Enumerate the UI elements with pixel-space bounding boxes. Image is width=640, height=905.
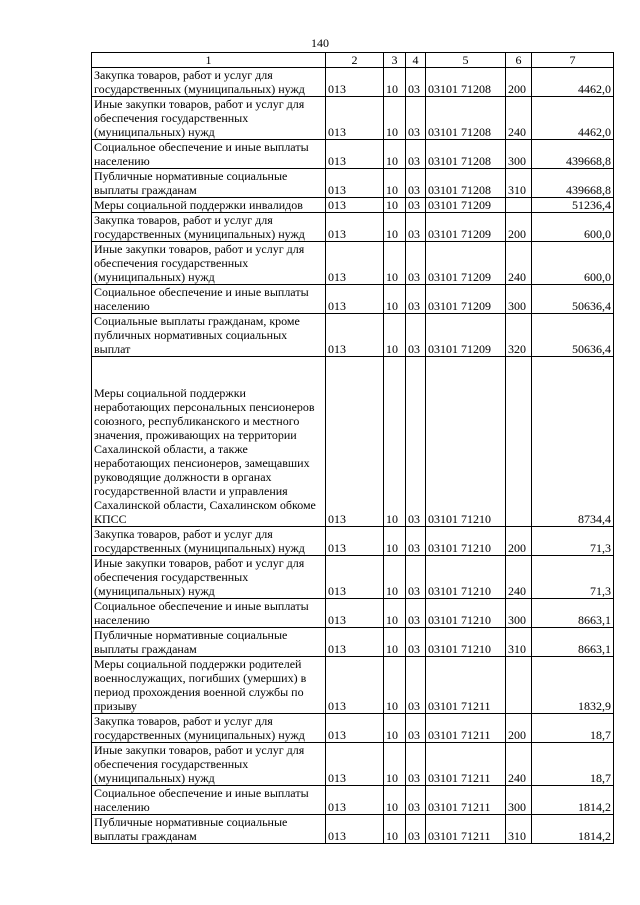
row-name: Социальные выплаты гражданам, кроме публичных нормативных социальных выплат — [92, 314, 326, 357]
table-row — [92, 657, 614, 714]
row-code-article: 03101 71208 — [426, 97, 506, 140]
row-code-article: 03101 71211 — [426, 714, 506, 743]
row-code-type: 310 — [506, 169, 532, 198]
row-code-section: 10 — [384, 357, 406, 527]
row-amount: 439668,8 — [532, 169, 614, 198]
row-name: Иные закупки товаров, работ и услуг для обеспечения государственных (муниципальных) нужд — [92, 556, 326, 599]
table-row — [92, 357, 614, 527]
table-row — [92, 169, 614, 198]
row-amount: 18,7 — [532, 714, 614, 743]
row-name: Закупка товаров, работ и услуг для государственных (муниципальных) нужд — [92, 213, 326, 242]
row-code-admin: 013 — [326, 97, 384, 140]
row-code-section: 10 — [384, 97, 406, 140]
table-row — [92, 714, 614, 743]
budget-table — [91, 52, 614, 844]
row-code-subsection: 03 — [406, 786, 426, 815]
row-code-subsection: 03 — [406, 198, 426, 213]
row-code-admin: 013 — [326, 657, 384, 714]
row-code-article: 03101 71208 — [426, 169, 506, 198]
row-code-article: 03101 71210 — [426, 556, 506, 599]
row-code-admin: 013 — [326, 285, 384, 314]
table-row — [92, 140, 614, 169]
row-amount: 8663,1 — [532, 599, 614, 628]
row-amount: 71,3 — [532, 527, 614, 556]
table-row — [92, 556, 614, 599]
table-row — [92, 599, 614, 628]
row-code-section: 10 — [384, 314, 406, 357]
row-code-type: 300 — [506, 599, 532, 628]
row-amount: 4462,0 — [532, 97, 614, 140]
row-amount: 51236,4 — [532, 198, 614, 213]
row-code-article: 03101 71210 — [426, 599, 506, 628]
row-code-section: 10 — [384, 815, 406, 844]
row-code-admin: 013 — [326, 314, 384, 357]
row-code-type: 240 — [506, 743, 532, 786]
row-code-admin: 013 — [326, 357, 384, 527]
row-code-section: 10 — [384, 556, 406, 599]
row-code-section: 10 — [384, 786, 406, 815]
row-code-type: 200 — [506, 213, 532, 242]
row-code-article: 03101 71210 — [426, 527, 506, 556]
row-code-subsection: 03 — [406, 140, 426, 169]
row-code-type: 310 — [506, 815, 532, 844]
row-code-admin: 013 — [326, 198, 384, 213]
row-code-subsection: 03 — [406, 357, 426, 527]
row-name: Социальное обеспечение и иные выплаты населению — [92, 140, 326, 169]
table-row — [92, 68, 614, 97]
row-code-type — [506, 198, 532, 213]
row-name: Меры социальной поддержки неработающих персональных пенсионеров союзного, республиканского и местного значения, проживающих на территории Сахалинской области, а также неработающих пенсионеров, замещавших руководящие должности в органах государственной власти и управления Сахалинской области, Сахалинском обкоме КПСС — [92, 357, 326, 527]
row-code-type — [506, 657, 532, 714]
row-code-subsection: 03 — [406, 68, 426, 97]
row-name: Социальное обеспечение и иные выплаты населению — [92, 786, 326, 815]
row-code-admin: 013 — [326, 714, 384, 743]
row-amount: 4462,0 — [532, 68, 614, 97]
header-col-2: 2 — [326, 53, 384, 68]
row-name: Публичные нормативные социальные выплаты гражданам — [92, 169, 326, 198]
row-code-section: 10 — [384, 198, 406, 213]
row-code-subsection: 03 — [406, 815, 426, 844]
row-code-admin: 013 — [326, 213, 384, 242]
row-name: Социальное обеспечение и иные выплаты населению — [92, 285, 326, 314]
row-code-article: 03101 71209 — [426, 285, 506, 314]
row-amount: 600,0 — [532, 242, 614, 285]
row-name: Социальное обеспечение и иные выплаты населению — [92, 599, 326, 628]
row-code-type: 200 — [506, 68, 532, 97]
row-code-article: 03101 71210 — [426, 357, 506, 527]
row-code-article: 03101 71211 — [426, 657, 506, 714]
row-code-subsection: 03 — [406, 169, 426, 198]
table-row — [92, 314, 614, 357]
table-row — [92, 786, 614, 815]
row-code-admin: 013 — [326, 743, 384, 786]
row-name: Иные закупки товаров, работ и услуг для обеспечения государственных (муниципальных) нужд — [92, 743, 326, 786]
row-code-article: 03101 71211 — [426, 815, 506, 844]
table-row — [92, 628, 614, 657]
row-code-admin: 013 — [326, 169, 384, 198]
row-code-article: 03101 71209 — [426, 198, 506, 213]
table-row — [92, 198, 614, 213]
row-code-type: 200 — [506, 527, 532, 556]
row-amount: 439668,8 — [532, 140, 614, 169]
row-code-section: 10 — [384, 527, 406, 556]
row-amount: 50636,4 — [532, 285, 614, 314]
table-row — [92, 242, 614, 285]
table-row — [92, 815, 614, 844]
row-name: Закупка товаров, работ и услуг для государственных (муниципальных) нужд — [92, 527, 326, 556]
row-code-subsection: 03 — [406, 628, 426, 657]
row-code-type — [506, 357, 532, 527]
row-code-admin: 013 — [326, 556, 384, 599]
row-code-admin: 013 — [326, 242, 384, 285]
table-row — [92, 97, 614, 140]
row-code-type: 310 — [506, 628, 532, 657]
row-code-subsection: 03 — [406, 599, 426, 628]
row-code-section: 10 — [384, 213, 406, 242]
header-col-3: 3 — [384, 53, 406, 68]
row-code-article: 03101 71208 — [426, 140, 506, 169]
row-code-section: 10 — [384, 140, 406, 169]
header-col-4: 4 — [406, 53, 426, 68]
row-code-admin: 013 — [326, 68, 384, 97]
table-row — [92, 527, 614, 556]
row-name: Публичные нормативные социальные выплаты гражданам — [92, 815, 326, 844]
row-code-type: 320 — [506, 314, 532, 357]
row-code-section: 10 — [384, 285, 406, 314]
row-amount: 1832,9 — [532, 657, 614, 714]
row-code-subsection: 03 — [406, 556, 426, 599]
row-code-type: 300 — [506, 285, 532, 314]
row-code-admin: 013 — [326, 527, 384, 556]
row-name: Закупка товаров, работ и услуг для государственных (муниципальных) нужд — [92, 68, 326, 97]
row-name: Закупка товаров, работ и услуг для государственных (муниципальных) нужд — [92, 714, 326, 743]
row-code-subsection: 03 — [406, 314, 426, 357]
row-code-type: 300 — [506, 786, 532, 815]
row-code-subsection: 03 — [406, 213, 426, 242]
row-code-admin: 013 — [326, 599, 384, 628]
row-name: Иные закупки товаров, работ и услуг для обеспечения государственных (муниципальных) нужд — [92, 97, 326, 140]
row-code-admin: 013 — [326, 140, 384, 169]
row-code-subsection: 03 — [406, 97, 426, 140]
table-row — [92, 285, 614, 314]
row-name: Публичные нормативные социальные выплаты гражданам — [92, 628, 326, 657]
header-col-1: 1 — [92, 53, 326, 68]
row-code-subsection: 03 — [406, 714, 426, 743]
row-code-section: 10 — [384, 657, 406, 714]
row-code-type: 200 — [506, 714, 532, 743]
row-amount: 1814,2 — [532, 815, 614, 844]
row-code-subsection: 03 — [406, 527, 426, 556]
row-amount: 8734,4 — [532, 357, 614, 527]
table-row — [92, 213, 614, 242]
row-code-subsection: 03 — [406, 242, 426, 285]
header-col-7: 7 — [532, 53, 614, 68]
row-code-section: 10 — [384, 242, 406, 285]
row-amount: 71,3 — [532, 556, 614, 599]
row-code-section: 10 — [384, 714, 406, 743]
row-code-type: 240 — [506, 97, 532, 140]
header-row — [92, 53, 614, 68]
row-code-subsection: 03 — [406, 743, 426, 786]
row-code-admin: 013 — [326, 628, 384, 657]
row-code-section: 10 — [384, 743, 406, 786]
row-code-article: 03101 71211 — [426, 743, 506, 786]
row-code-admin: 013 — [326, 815, 384, 844]
row-amount: 8663,1 — [532, 628, 614, 657]
row-code-subsection: 03 — [406, 657, 426, 714]
row-code-article: 03101 71209 — [426, 213, 506, 242]
row-code-article: 03101 71208 — [426, 68, 506, 97]
table-row — [92, 743, 614, 786]
row-code-article: 03101 71209 — [426, 314, 506, 357]
row-code-type: 240 — [506, 242, 532, 285]
row-code-section: 10 — [384, 68, 406, 97]
row-amount: 18,7 — [532, 743, 614, 786]
row-code-admin: 013 — [326, 786, 384, 815]
row-code-subsection: 03 — [406, 285, 426, 314]
page-number: 140 — [311, 36, 329, 50]
row-code-type: 240 — [506, 556, 532, 599]
row-name: Меры социальной поддержки родителей военнослужащих, погибших (умерших) в период прохождения военной службы по призыву — [92, 657, 326, 714]
row-name: Меры социальной поддержки инвалидов — [92, 198, 326, 213]
row-code-article: 03101 71211 — [426, 786, 506, 815]
header-col-5: 5 — [426, 53, 506, 68]
row-code-article: 03101 71209 — [426, 242, 506, 285]
row-code-article: 03101 71210 — [426, 628, 506, 657]
row-code-type: 300 — [506, 140, 532, 169]
row-code-section: 10 — [384, 599, 406, 628]
table-body — [92, 68, 614, 844]
header-col-6: 6 — [506, 53, 532, 68]
row-code-section: 10 — [384, 169, 406, 198]
row-amount: 600,0 — [532, 213, 614, 242]
row-amount: 1814,2 — [532, 786, 614, 815]
row-amount: 50636,4 — [532, 314, 614, 357]
row-code-section: 10 — [384, 628, 406, 657]
row-name: Иные закупки товаров, работ и услуг для обеспечения государственных (муниципальных) нужд — [92, 242, 326, 285]
